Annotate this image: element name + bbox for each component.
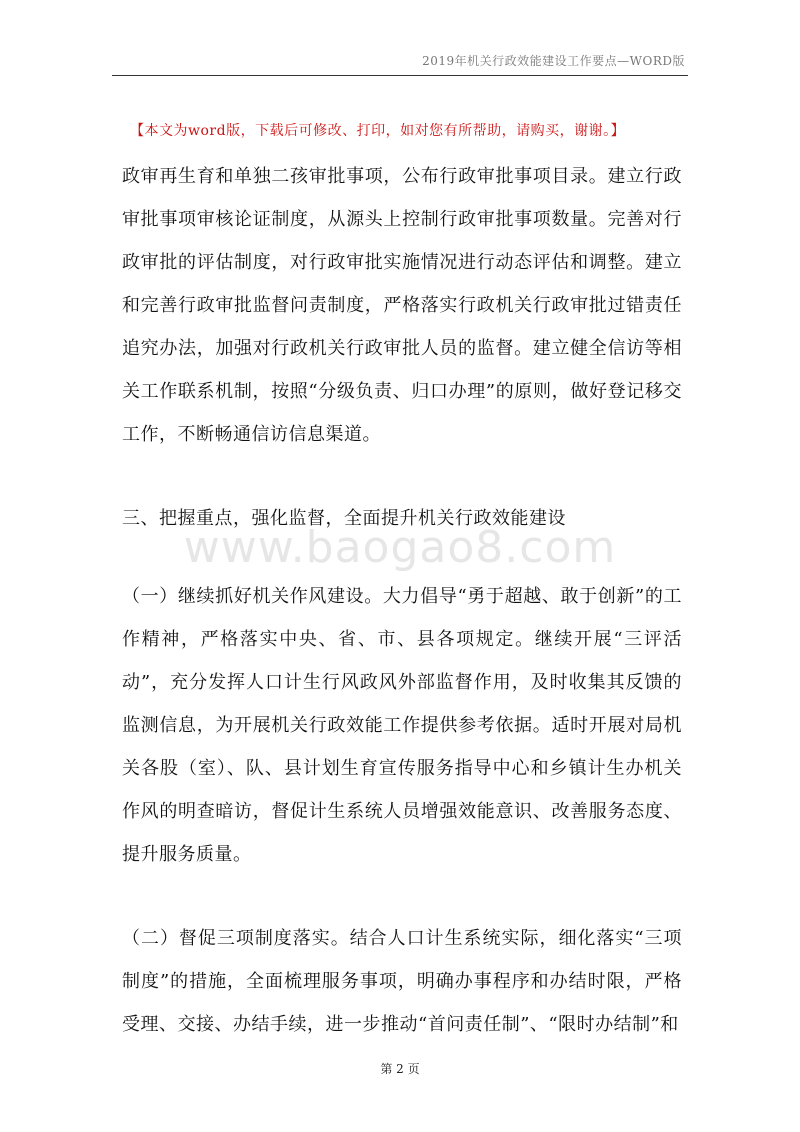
page-number: 第 2 页 [380, 1062, 420, 1076]
header-divider [112, 75, 688, 76]
paragraph-3: （二）督促三项制度落实。结合人口计生系统实际，细化落实“三项制度”的措施，全面梳理服务事项，明确办事程序和办结时限，严格受理、交接、办结手续，进一步推动“首问责任制”、“限时办结制”和 [122, 928, 682, 1035]
paragraph-2: （一）继续抓好机关作风建设。大力倡导“勇于超越、敢于创新”的工作精神，严格落实中央、省、市、县各项规定。继续开展“三评活动”，充分发挥人口计生行风政风外部监督作用，及时收集其反馈的监测信息，为开展机关行政效能工作提供参考依据。适时开展对局机关各股（室）、队、县计划生育宣传服务指导中心和乡镇计生办机关作风的明查暗访，督促计生系统人员增强效能意识、改善服务态度、提升服务质量。 [122, 586, 682, 865]
paragraph-1: 政审再生育和单独二孩审批事项，公布行政审批事项目录。建立行政审批事项审核论证制度，从源头上控制行政审批事项数量。完善对行政审批的评估制度，对行政审批实施情况进行动态评估和调整。建立和完善行政审批监督问责制度，严格落实行政机关行政审批过错责任追究办法，加强对行政机关行政审批人员的监督。建立健全信访等相关工作联系机制，按照“分级负责、归口办理”的原则，做好登记移交工作，不断畅通信访信息渠道。 [122, 166, 682, 445]
watermark: www.baogao8.com [183, 522, 617, 573]
document-header-title: 2019年机关行政效能建设工作要点—WORD版 [422, 54, 685, 68]
section-heading: 三、把握重点，强化监督，全面提升机关行政效能建设 [122, 508, 566, 529]
purchase-notice: 【本文为word版，下载后可修改、打印，如对您有所帮助，请购买，谢谢。】 [130, 123, 626, 139]
